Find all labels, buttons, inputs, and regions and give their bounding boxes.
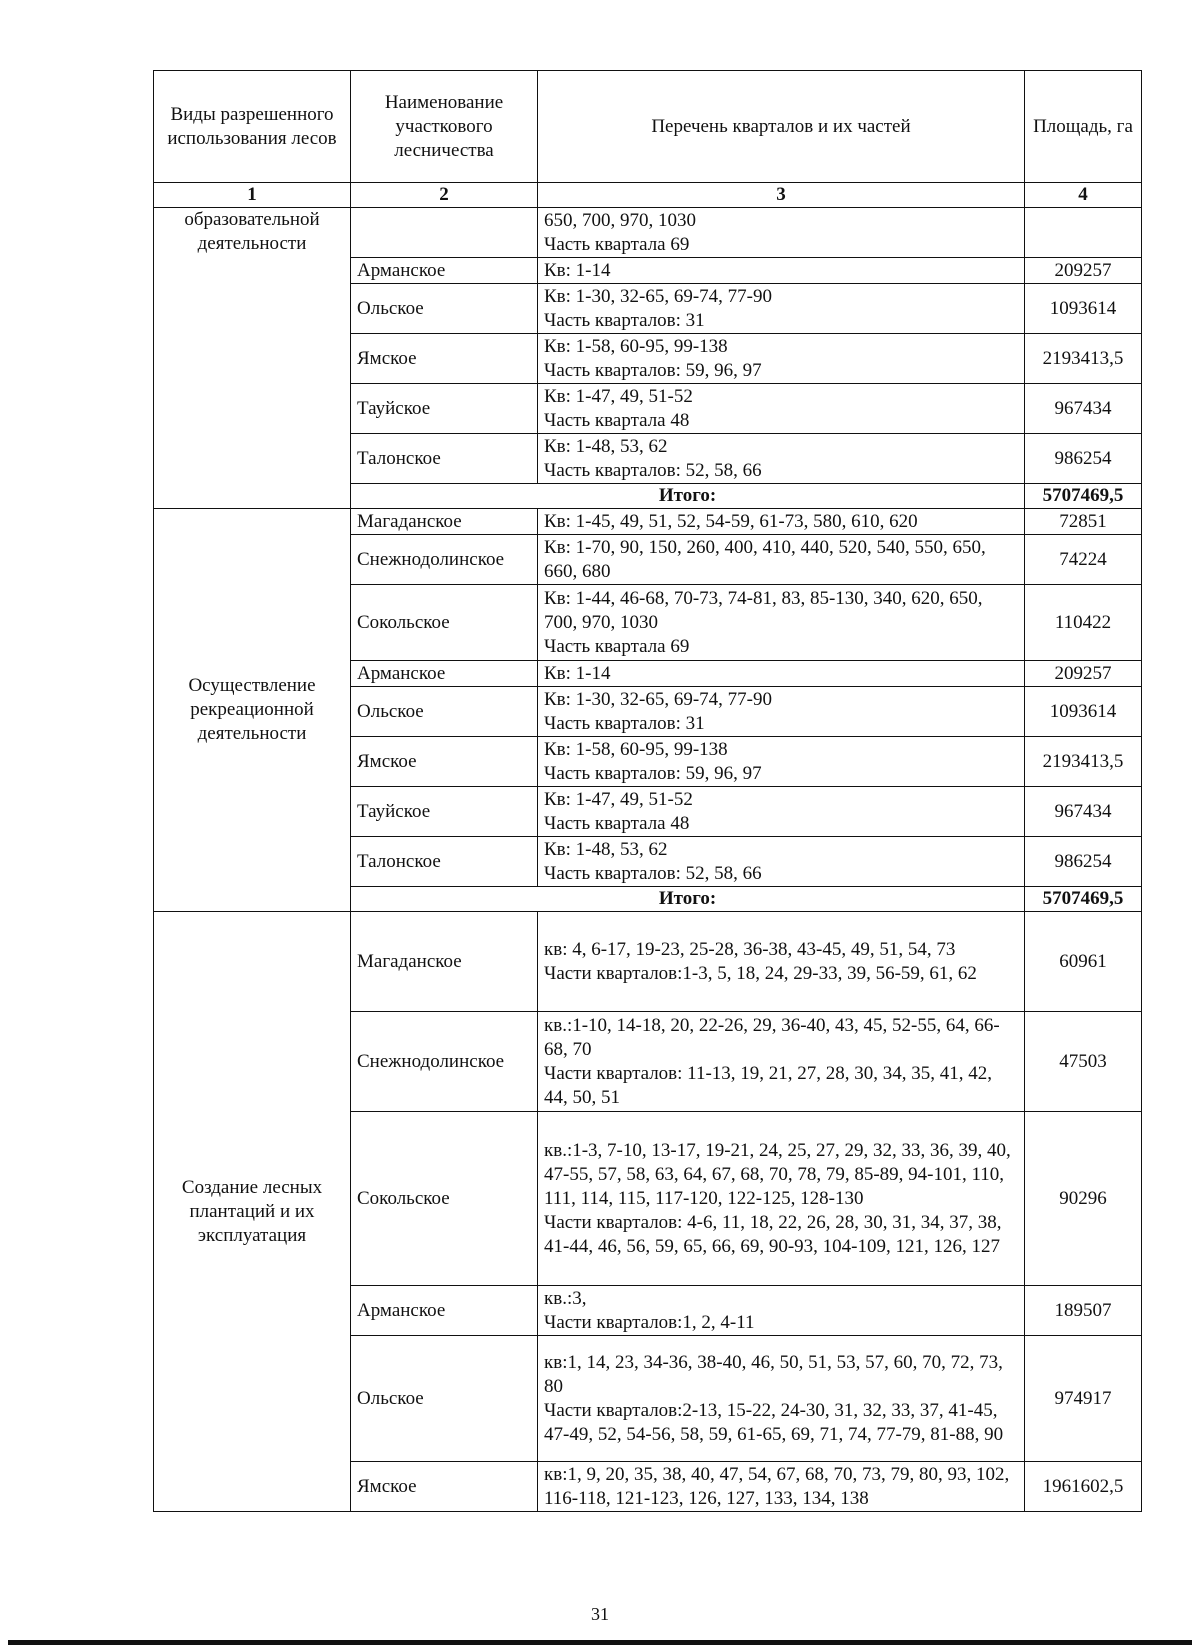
forestry-name: Магаданское xyxy=(351,509,538,535)
column-number-4: 4 xyxy=(1025,183,1142,208)
area-value: 74224 xyxy=(1025,535,1142,585)
area-value: 189507 xyxy=(1025,1286,1142,1336)
quarters-list: Кв: 1-44, 46-68, 70-73, 74-81, 83, 85-130, 340, 620, 650, 700, 970, 1030 Часть квартала 69 xyxy=(538,585,1025,661)
forestry-name: Ямское xyxy=(351,1462,538,1512)
forestry-name: Талонское xyxy=(351,434,538,484)
header-quarters-list: Перечень кварталов и их частей xyxy=(538,71,1025,183)
quarters-list: Кв: 1-14 xyxy=(538,258,1025,284)
forestry-name: Ольское xyxy=(351,284,538,334)
quarters-list: 650, 700, 970, 1030 Часть квартала 69 xyxy=(538,208,1025,258)
forestry-name: Арманское xyxy=(351,258,538,284)
quarters-list: кв: 4, 6-17, 19-23, 25-28, 36-38, 43-45, 49, 51, 54, 73 Части кварталов:1-3, 5, 18, 24, 29-33, 39, 56-59, 61, 62 xyxy=(538,912,1025,1012)
forestry-name xyxy=(351,208,538,258)
quarters-list: Кв: 1-30, 32-65, 69-74, 77-90 Часть кварталов: 31 xyxy=(538,687,1025,737)
forestry-name: Ольское xyxy=(351,1336,538,1462)
area-value: 209257 xyxy=(1025,661,1142,687)
forestry-name: Магаданское xyxy=(351,912,538,1012)
area-value xyxy=(1025,208,1142,258)
total-label: Итого: xyxy=(351,484,1025,509)
quarters-list: Кв: 1-48, 53, 62 Часть кварталов: 52, 58, 66 xyxy=(538,434,1025,484)
quarters-list: Кв: 1-58, 60-95, 99-138 Часть кварталов: 59, 96, 97 xyxy=(538,334,1025,384)
area-value: 2193413,5 xyxy=(1025,737,1142,787)
forestry-name: Талонское xyxy=(351,837,538,887)
column-number-row xyxy=(154,183,1142,208)
area-value: 90296 xyxy=(1025,1112,1142,1286)
forestry-name: Ямское xyxy=(351,737,538,787)
forestry-name: Снежнодолинское xyxy=(351,1012,538,1112)
quarters-list: кв:1, 9, 20, 35, 38, 40, 47, 54, 67, 68, 70, 73, 79, 80, 93, 102, 116-118, 121-123, 126, 127, 133, 134, 138 xyxy=(538,1462,1025,1512)
quarters-list: кв.:1-10, 14-18, 20, 22-26, 29, 36-40, 43, 45, 52-55, 64, 66-68, 70 Части кварталов: 11-13, 19, 21, 27, 28, 30, 34, 35, 41, 42, 44, 50, 51 xyxy=(538,1012,1025,1112)
total-value: 5707469,5 xyxy=(1025,887,1142,912)
area-value: 974917 xyxy=(1025,1336,1142,1462)
forestry-name: Ямское xyxy=(351,334,538,384)
area-value: 47503 xyxy=(1025,1012,1142,1112)
area-value: 967434 xyxy=(1025,384,1142,434)
header-area: Площадь, га xyxy=(1025,71,1142,183)
column-number-2: 2 xyxy=(351,183,538,208)
table-row xyxy=(154,509,1142,535)
total-value: 5707469,5 xyxy=(1025,484,1142,509)
forestry-name: Тауйское xyxy=(351,787,538,837)
bottom-rule xyxy=(8,1640,1192,1645)
forestry-name: Арманское xyxy=(351,661,538,687)
forestry-name: Арманское xyxy=(351,1286,538,1336)
quarters-list: кв:1, 14, 23, 34-36, 38-40, 46, 50, 51, 53, 57, 60, 70, 72, 73, 80 Части кварталов:2-13, 15-22, 24-30, 31, 32, 33, 37, 41-45, 47-49, 52, 54-56, 58, 59, 61-65, 69, 71, 74, 77-79, 81-88, 90 xyxy=(538,1336,1025,1462)
area-value: 209257 xyxy=(1025,258,1142,284)
column-number-3: 3 xyxy=(538,183,1025,208)
header-use-type: Виды разрешенного использования лесов xyxy=(154,71,351,183)
page-number: 31 xyxy=(591,1604,609,1624)
total-label: Итого: xyxy=(351,887,1025,912)
forest-use-table xyxy=(153,70,1141,1512)
area-value: 986254 xyxy=(1025,837,1142,887)
column-number-1: 1 xyxy=(154,183,351,208)
forestry-name: Тауйское xyxy=(351,384,538,434)
use-type-educational: образовательной деятельности xyxy=(154,208,351,509)
forestry-name: Сокольское xyxy=(351,585,538,661)
table-header-row xyxy=(154,71,1142,183)
area-value: 60961 xyxy=(1025,912,1142,1012)
quarters-list: Кв: 1-58, 60-95, 99-138 Часть кварталов: 59, 96, 97 xyxy=(538,737,1025,787)
area-value: 72851 xyxy=(1025,509,1142,535)
forestry-name: Ольское xyxy=(351,687,538,737)
quarters-list: Кв: 1-47, 49, 51-52 Часть квартала 48 xyxy=(538,384,1025,434)
quarters-list: кв.:1-3, 7-10, 13-17, 19-21, 24, 25, 27, 29, 32, 33, 36, 39, 40, 47-55, 57, 58, 63, 64, 67, 68, 70, 78, 79, 85-89, 94-101, 110, 111, 114, 115, 117-120, 122-125, 128-130 Части кварталов: 4-6, 11, 18, 22, 26, 28, 30, 31, 34, 37, 38, 41-44, 46, 56, 59, 65, 66, 69, 90-93, 104-109, 121, 126, 127 xyxy=(538,1112,1025,1286)
forestry-name: Снежнодолинское xyxy=(351,535,538,585)
quarters-list: Кв: 1-70, 90, 150, 260, 400, 410, 440, 520, 540, 550, 650, 660, 680 xyxy=(538,535,1025,585)
table-row xyxy=(154,912,1142,1012)
area-value: 967434 xyxy=(1025,787,1142,837)
quarters-list: Кв: 1-47, 49, 51-52 Часть квартала 48 xyxy=(538,787,1025,837)
quarters-list: Кв: 1-14 xyxy=(538,661,1025,687)
area-value: 986254 xyxy=(1025,434,1142,484)
table-row xyxy=(154,208,1142,258)
quarters-list: Кв: 1-30, 32-65, 69-74, 77-90 Часть кварталов: 31 xyxy=(538,284,1025,334)
area-value: 110422 xyxy=(1025,585,1142,661)
area-value: 2193413,5 xyxy=(1025,334,1142,384)
use-type-recreational: Осуществление рекреационной деятельности xyxy=(154,509,351,912)
area-value: 1961602,5 xyxy=(1025,1462,1142,1512)
forestry-name: Сокольское xyxy=(351,1112,538,1286)
header-forestry-name: Наименование участкового лесничества xyxy=(351,71,538,183)
quarters-list: Кв: 1-48, 53, 62 Часть кварталов: 52, 58, 66 xyxy=(538,837,1025,887)
quarters-list: кв.:3, Части кварталов:1, 2, 4-11 xyxy=(538,1286,1025,1336)
use-type-plantations: Создание лесных плантаций и их эксплуатация xyxy=(154,912,351,1512)
area-value: 1093614 xyxy=(1025,284,1142,334)
quarters-list: Кв: 1-45, 49, 51, 52, 54-59, 61-73, 580, 610, 620 xyxy=(538,509,1025,535)
area-value: 1093614 xyxy=(1025,687,1142,737)
